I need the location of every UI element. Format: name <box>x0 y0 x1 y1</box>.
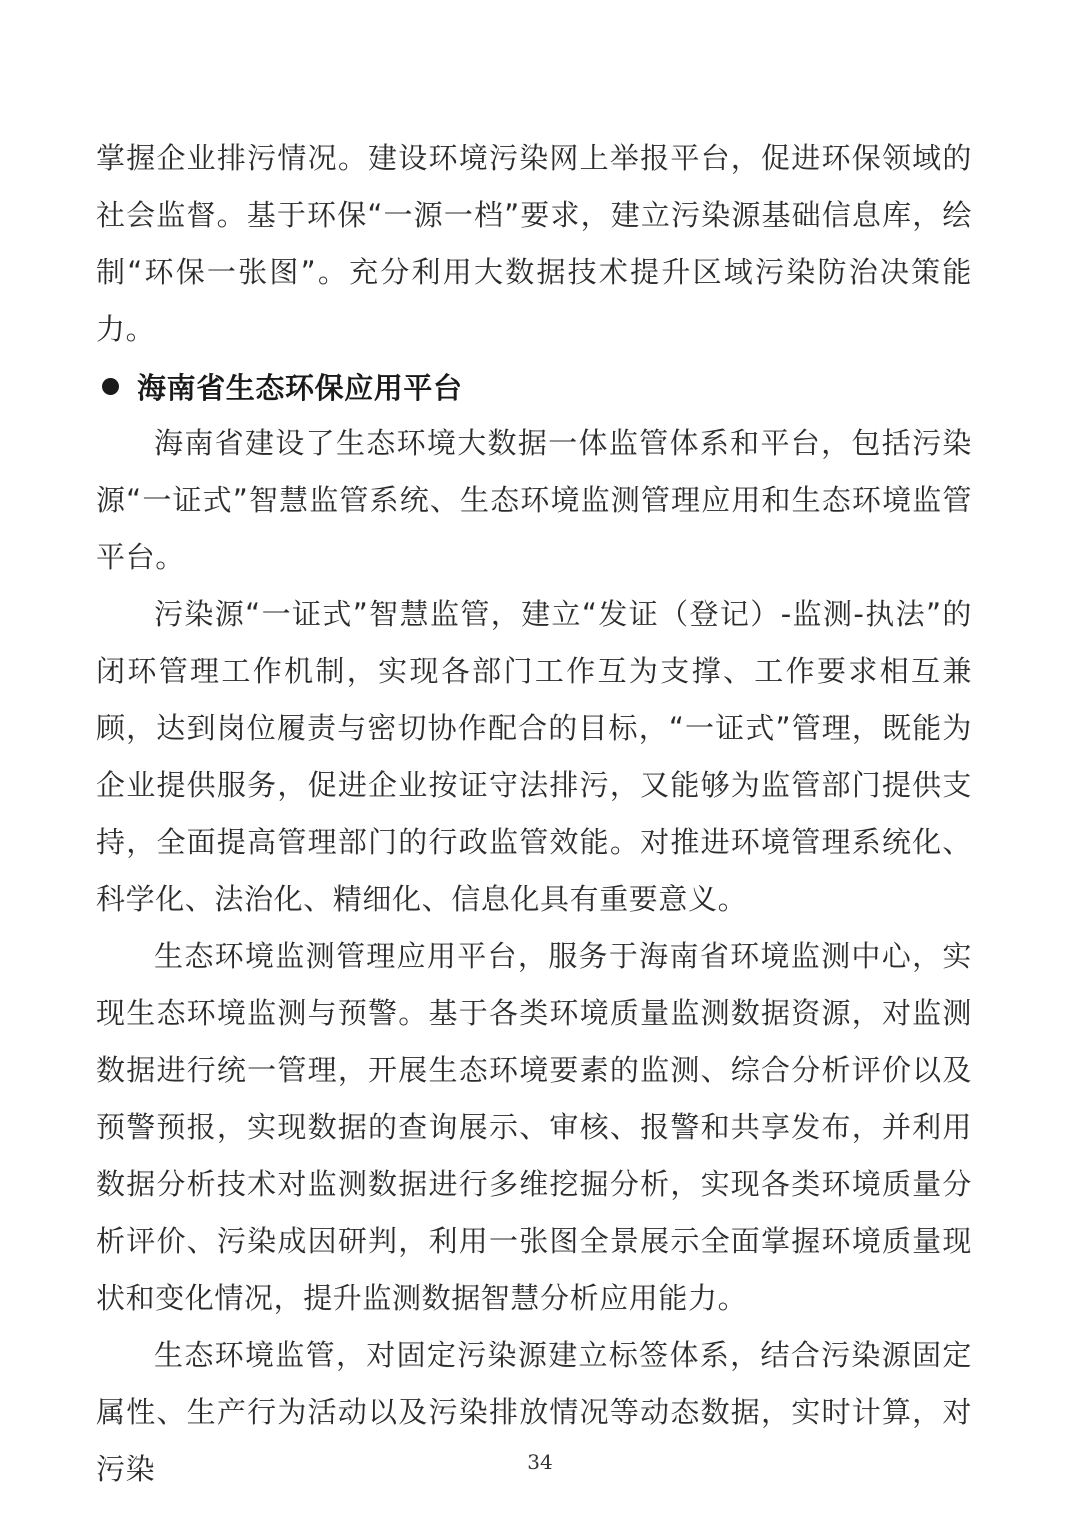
bullet-icon <box>102 378 119 395</box>
paragraph-regulation: 生态环境监管，对固定污染源建立标签体系，结合污染源固定属性、生产行为活动以及污染排放情况等动态数据，实时计算，对污染 <box>96 1338 972 1486</box>
section-heading-text: 海南省生态环保应用平台 <box>137 371 463 405</box>
intro-paragraph: 掌握企业排污情况。建设环境污染网上举报平台，促进环保领域的社会监督。基于环保“一源一档”要求，建立污染源基础信息库，绘制“环保一张图”。充分利用大数据技术提升区域污染防治决策能力。 <box>96 141 972 346</box>
section-heading <box>96 358 972 415</box>
paragraph-license-supervision: 污染源“一证式”智慧监管，建立“发证（登记）-监测-执法”的闭环管理工作机制，实现各部门工作互为支撑、工作要求相互兼顾，达到岗位履责与密切协作配合的目标，“一证式”管理，既能为企业提供服务，促进企业按证守法排污，又能够为监管部门提供支持，全面提高管理部门的行政监管效能。对推进环境管理系统化、科学化、法治化、精细化、信息化具有重要意义。 <box>96 597 972 916</box>
paragraph-monitoring-platform: 生态环境监测管理应用平台，服务于海南省环境监测中心，实现生态环境监测与预警。基于各类环境质量监测数据资源，对监测数据进行统一管理，开展生态环境要素的监测、综合分析评价以及预警预报，实现数据的查询展示、审核、报警和共享发布，并利用数据分析技术对监测数据进行多维挖掘分析，实现各类环境质量分析评价、污染成因研判，利用一张图全景展示全面掌握环境质量现状和变化情况，提升监测数据智慧分析应用能力。 <box>96 939 972 1315</box>
page-number: 34 <box>527 1450 553 1474</box>
paragraph-overview: 海南省建设了生态环境大数据一体监管体系和平台，包括污染源“一证式”智慧监管系统、生态环境监测管理应用和生态环境监管平台。 <box>96 426 972 574</box>
document-page <box>96 130 972 1498</box>
